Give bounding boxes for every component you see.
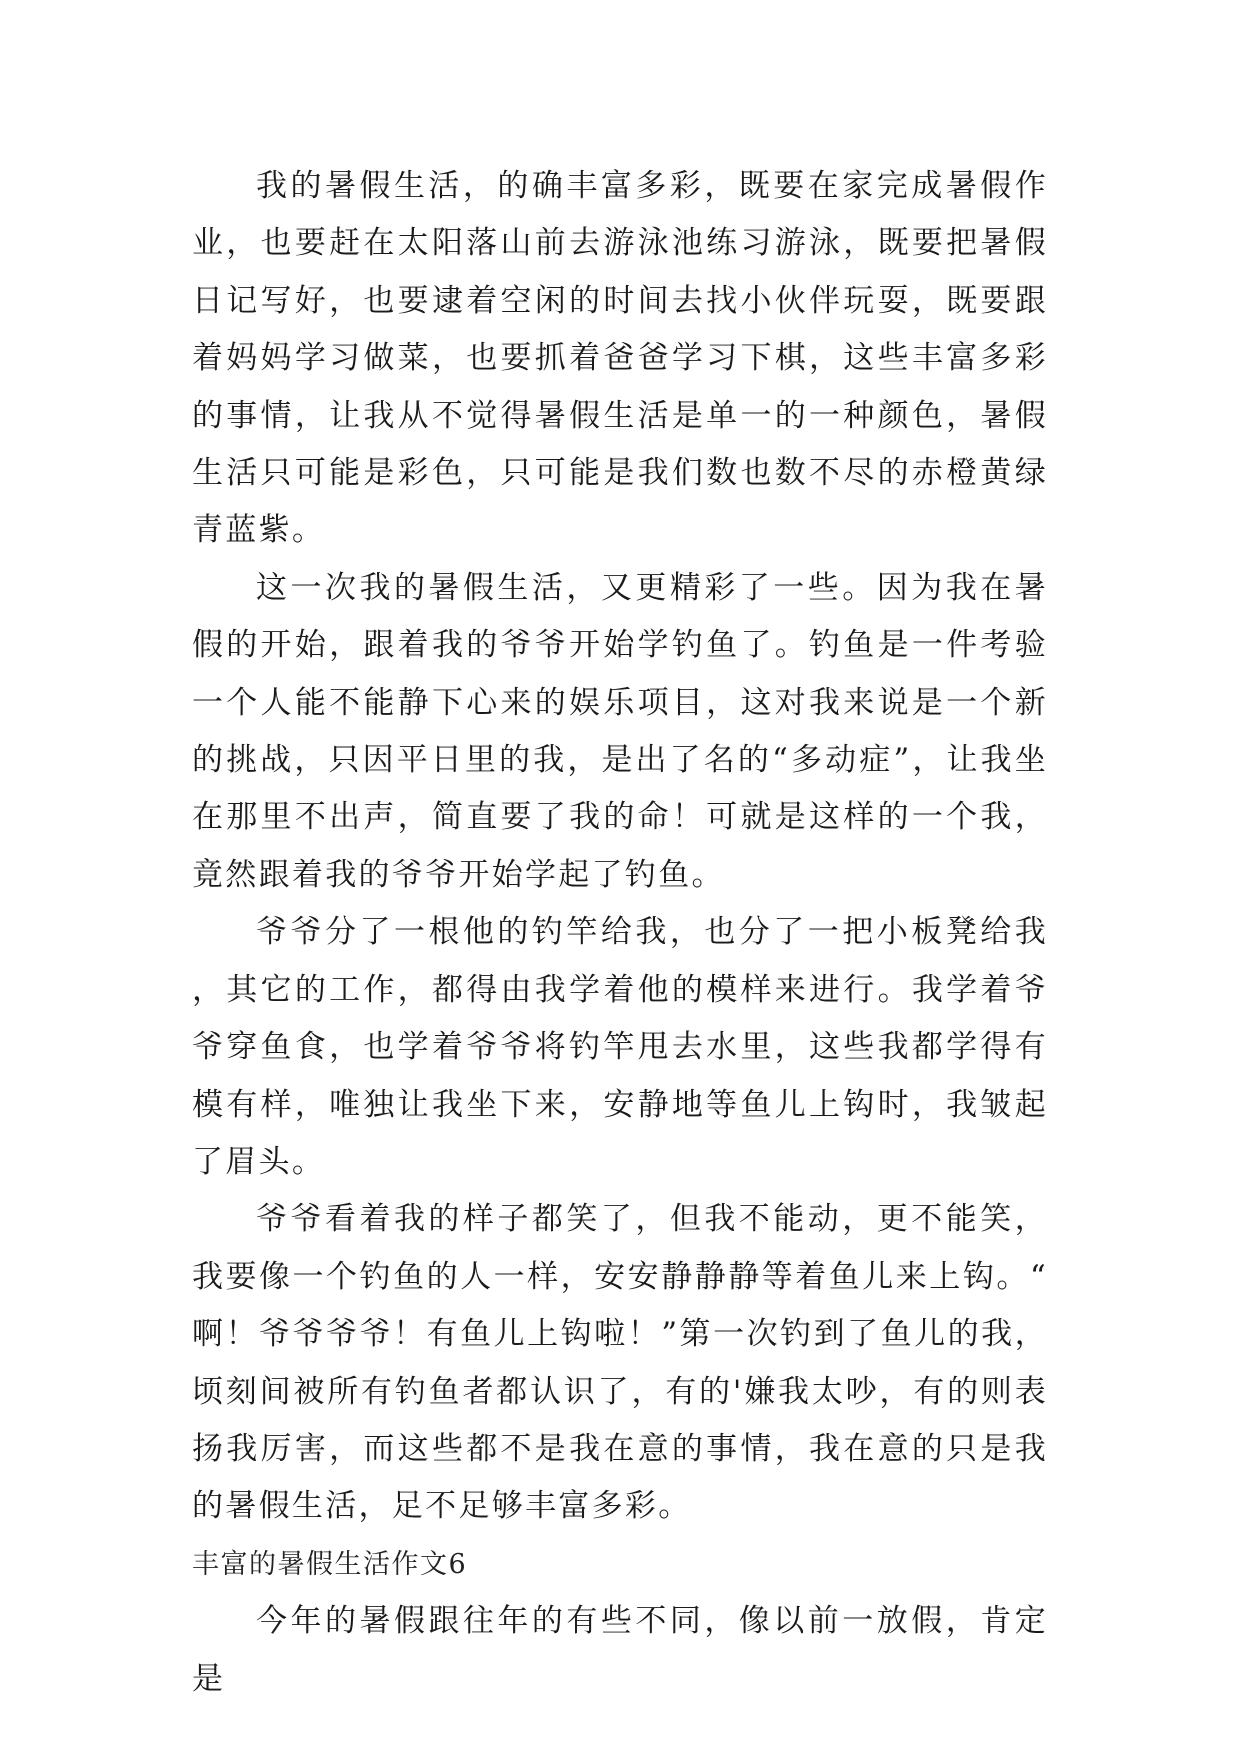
paragraph-5: 今年的暑假跟往年的有些不同，像以前一放假，肯定是 bbox=[192, 1603, 1048, 1697]
paragraph-2: 这一次我的暑假生活，又更精彩了一些。因为我在暑假的开始，跟着我的爷爷开始学钓鱼了。钓鱼是一件考验一个人能不能静下心来的娱乐项目，这对我来说是一个新的挑战，只因平日里的我，是出了名的“多动症”，让我坐在那里不出声，简直要了我的命！可就是这样的一个我，竟然跟着我的爷爷开始学起了钓鱼。 bbox=[192, 569, 1048, 893]
document-page bbox=[192, 158, 1048, 1708]
paragraph-1: 我的暑假生活，的确丰富多彩，既要在家完成暑假作业，也要赶在太阳落山前去游泳池练习游泳，既要把暑假日记写好，也要逮着空闲的时间去找小伙伴玩耍，既要跟着妈妈学习做菜，也要抓着爸爸学习下棋，这些丰富多彩的事情，让我从不觉得暑假生活是单一的一种颜色，暑假生活只可能是彩色，只可能是我们数也数不尽的赤橙黄绿青蓝紫。 bbox=[192, 168, 1048, 549]
section-heading: 丰富的暑假生活作文6 bbox=[192, 1548, 468, 1580]
paragraph-3: 爷爷分了一根他的钓竿给我，也分了一把小板凳给我，其它的工作，都得由我学着他的模样来进行。我学着爷爷穿鱼食，也学着爷爷将钓竿甩去水里，这些我都学得有模有样，唯独让我坐下来，安静地等鱼儿上钩时，我皱起了眉头。 bbox=[192, 914, 1048, 1180]
paragraph-4: 爷爷看着我的样子都笑了，但我不能动，更不能笑，我要像一个钓鱼的人一样，安安静静静等着鱼儿来上钩。“啊！爷爷爷爷！有鱼儿上钩啦！”第一次钓到了鱼儿的我，顷刻间被所有钓鱼者都认识了，有的'嫌我太吵，有的则表扬我厉害，而这些都不是我在意的事情，我在意的只是我的暑假生活，足不足够丰富多彩。 bbox=[192, 1201, 1048, 1525]
